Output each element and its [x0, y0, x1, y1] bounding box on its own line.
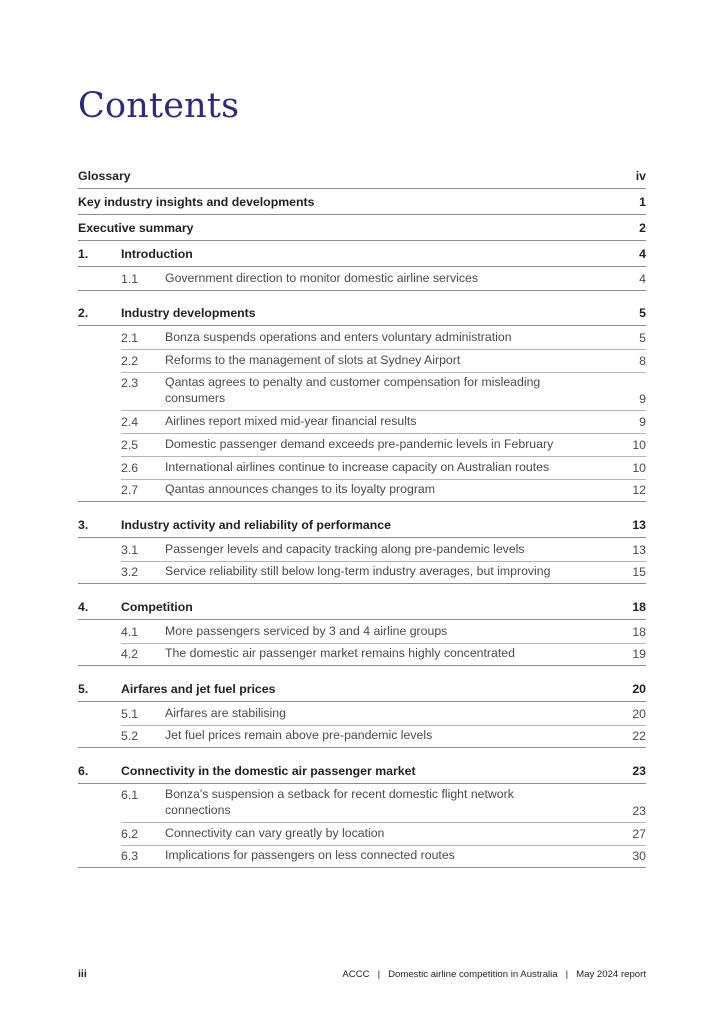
toc-entry-label: Key industry insights and developments [78, 195, 315, 209]
toc-section-4[interactable] [78, 594, 646, 620]
section-number: 3. [78, 518, 89, 532]
toc-section-1[interactable] [78, 241, 646, 267]
item-number: 2.6 [121, 461, 139, 475]
item-label: Government direction to monitor domestic airline services [165, 271, 479, 285]
toc-item-2-2[interactable] [78, 349, 646, 372]
section-title: Competition [121, 600, 193, 614]
item-label: Implications for passengers on less connected routes [165, 848, 455, 862]
divider [78, 665, 646, 666]
toc-item-5-2[interactable] [78, 725, 646, 747]
divider [78, 583, 646, 584]
toc-section-2[interactable] [78, 300, 646, 326]
section-title: Connectivity in the domestic air passenger market [121, 764, 416, 778]
footer-separator: | [377, 969, 381, 980]
toc-item-3-2[interactable] [78, 561, 646, 583]
item-page: 18 [632, 625, 646, 639]
item-page: 10 [632, 438, 646, 452]
toc-item-2-7[interactable] [78, 479, 646, 501]
section-title: Industry activity and reliability of performance [121, 518, 391, 532]
footer-page-number: iii [78, 968, 87, 980]
item-page: 8 [639, 354, 646, 368]
toc-entry-page: 1 [639, 195, 646, 209]
item-number: 5.2 [121, 729, 139, 743]
footer-report-date: May 2024 report [576, 969, 646, 980]
toc-item-1-1[interactable] [78, 267, 646, 290]
item-label: Airfares are stabilising [165, 706, 286, 720]
section-page: 13 [632, 518, 646, 532]
section-page: 23 [632, 764, 646, 778]
item-label: The domestic air passenger market remains highly concentrated [165, 646, 515, 660]
item-number: 6.1 [121, 788, 139, 802]
toc-item-5-1[interactable] [78, 702, 646, 725]
item-page: 15 [632, 565, 646, 579]
item-number: 2.7 [121, 483, 139, 497]
divider [78, 747, 646, 748]
item-number: 5.1 [121, 707, 139, 721]
toc-entry-executive-summary[interactable] [78, 215, 646, 241]
item-page: 23 [632, 804, 646, 818]
item-number: 1.1 [121, 272, 139, 286]
footer-publisher: ACCC [342, 969, 370, 980]
item-number: 2.4 [121, 415, 139, 429]
toc-entry-page: 2 [639, 221, 646, 235]
toc-entry-glossary[interactable] [78, 163, 646, 189]
item-number: 3.1 [121, 543, 139, 557]
item-page: 9 [639, 415, 646, 429]
item-label: Qantas announces changes to its loyalty program [165, 482, 436, 496]
section-page: 4 [639, 247, 646, 261]
toc-item-3-1[interactable] [78, 538, 646, 561]
item-number: 2.2 [121, 354, 139, 368]
toc-entry-label: Glossary [78, 169, 131, 183]
item-label: Bonza's suspension a setback for recent domestic flight network connections [165, 787, 514, 817]
toc-entry-key-insights[interactable] [78, 189, 646, 215]
item-number: 2.1 [121, 331, 139, 345]
divider [78, 501, 646, 502]
section-title: Introduction [121, 247, 193, 261]
item-number: 4.1 [121, 625, 139, 639]
item-label: International airlines continue to increase capacity on Australian routes [165, 460, 550, 474]
section-page: 5 [639, 306, 646, 320]
item-label: Qantas agrees to penalty and customer compensation for misleading consumers [165, 375, 541, 405]
item-number: 6.3 [121, 849, 139, 863]
item-page: 9 [639, 392, 646, 406]
section-number: 1. [78, 247, 89, 261]
toc-item-2-4[interactable] [78, 410, 646, 433]
item-label: Service reliability still below long-term industry averages, but improving [165, 564, 551, 578]
item-label: More passengers serviced by 3 and 4 airline groups [165, 624, 448, 638]
item-page: 19 [632, 647, 646, 661]
item-page: 13 [632, 543, 646, 557]
divider [78, 290, 646, 291]
item-page: 4 [639, 272, 646, 286]
section-number: 2. [78, 306, 89, 320]
toc-entry-page: iv [635, 169, 646, 183]
toc-item-2-1[interactable] [78, 326, 646, 349]
item-label: Passenger levels and capacity tracking along pre-pandemic levels [165, 542, 525, 556]
toc-item-4-1[interactable] [78, 620, 646, 643]
section-number: 6. [78, 764, 89, 778]
item-number: 6.2 [121, 827, 139, 841]
item-page: 27 [632, 827, 646, 841]
item-label: Bonza suspends operations and enters voluntary administration [165, 330, 512, 344]
item-label: Reforms to the management of slots at Sydney Airport [165, 353, 461, 367]
toc-section-5[interactable] [78, 676, 646, 702]
section-title: Industry developments [121, 306, 256, 320]
item-label: Domestic passenger demand exceeds pre-pandemic levels in February [165, 437, 554, 451]
toc-item-6-2[interactable] [78, 822, 646, 845]
divider [78, 867, 646, 868]
section-page: 20 [632, 682, 646, 696]
toc-item-2-5[interactable] [78, 433, 646, 456]
toc-section-6[interactable] [78, 758, 646, 784]
item-label: Airlines report mixed mid-year financial results [165, 414, 417, 428]
toc-item-2-6[interactable] [78, 456, 646, 479]
toc-item-4-2[interactable] [78, 643, 646, 665]
item-page: 20 [632, 707, 646, 721]
item-number: 2.5 [121, 438, 139, 452]
footer-report-title: Domestic airline competition in Australia [388, 969, 558, 980]
item-page: 12 [632, 483, 646, 497]
page-title: Contents [78, 86, 240, 126]
item-page: 22 [632, 729, 646, 743]
footer-separator: | [565, 969, 569, 980]
item-number: 4.2 [121, 647, 139, 661]
item-page: 5 [639, 331, 646, 345]
section-number: 4. [78, 600, 89, 614]
toc-item-6-1[interactable] [78, 784, 646, 822]
item-number: 2.3 [121, 376, 139, 390]
section-title: Airfares and jet fuel prices [121, 682, 276, 696]
item-page: 10 [632, 461, 646, 475]
section-page: 18 [632, 600, 646, 614]
toc-entry-label: Executive summary [78, 221, 194, 235]
item-label: Jet fuel prices remain above pre-pandemic levels [165, 728, 433, 742]
item-label: Connectivity can vary greatly by location [165, 826, 385, 840]
toc-item-2-3[interactable] [78, 372, 646, 410]
toc-section-3[interactable] [78, 512, 646, 538]
item-page: 30 [632, 849, 646, 863]
footer-meta [342, 969, 646, 980]
item-number: 3.2 [121, 565, 139, 579]
section-number: 5. [78, 682, 89, 696]
toc-item-6-3[interactable] [78, 845, 646, 867]
